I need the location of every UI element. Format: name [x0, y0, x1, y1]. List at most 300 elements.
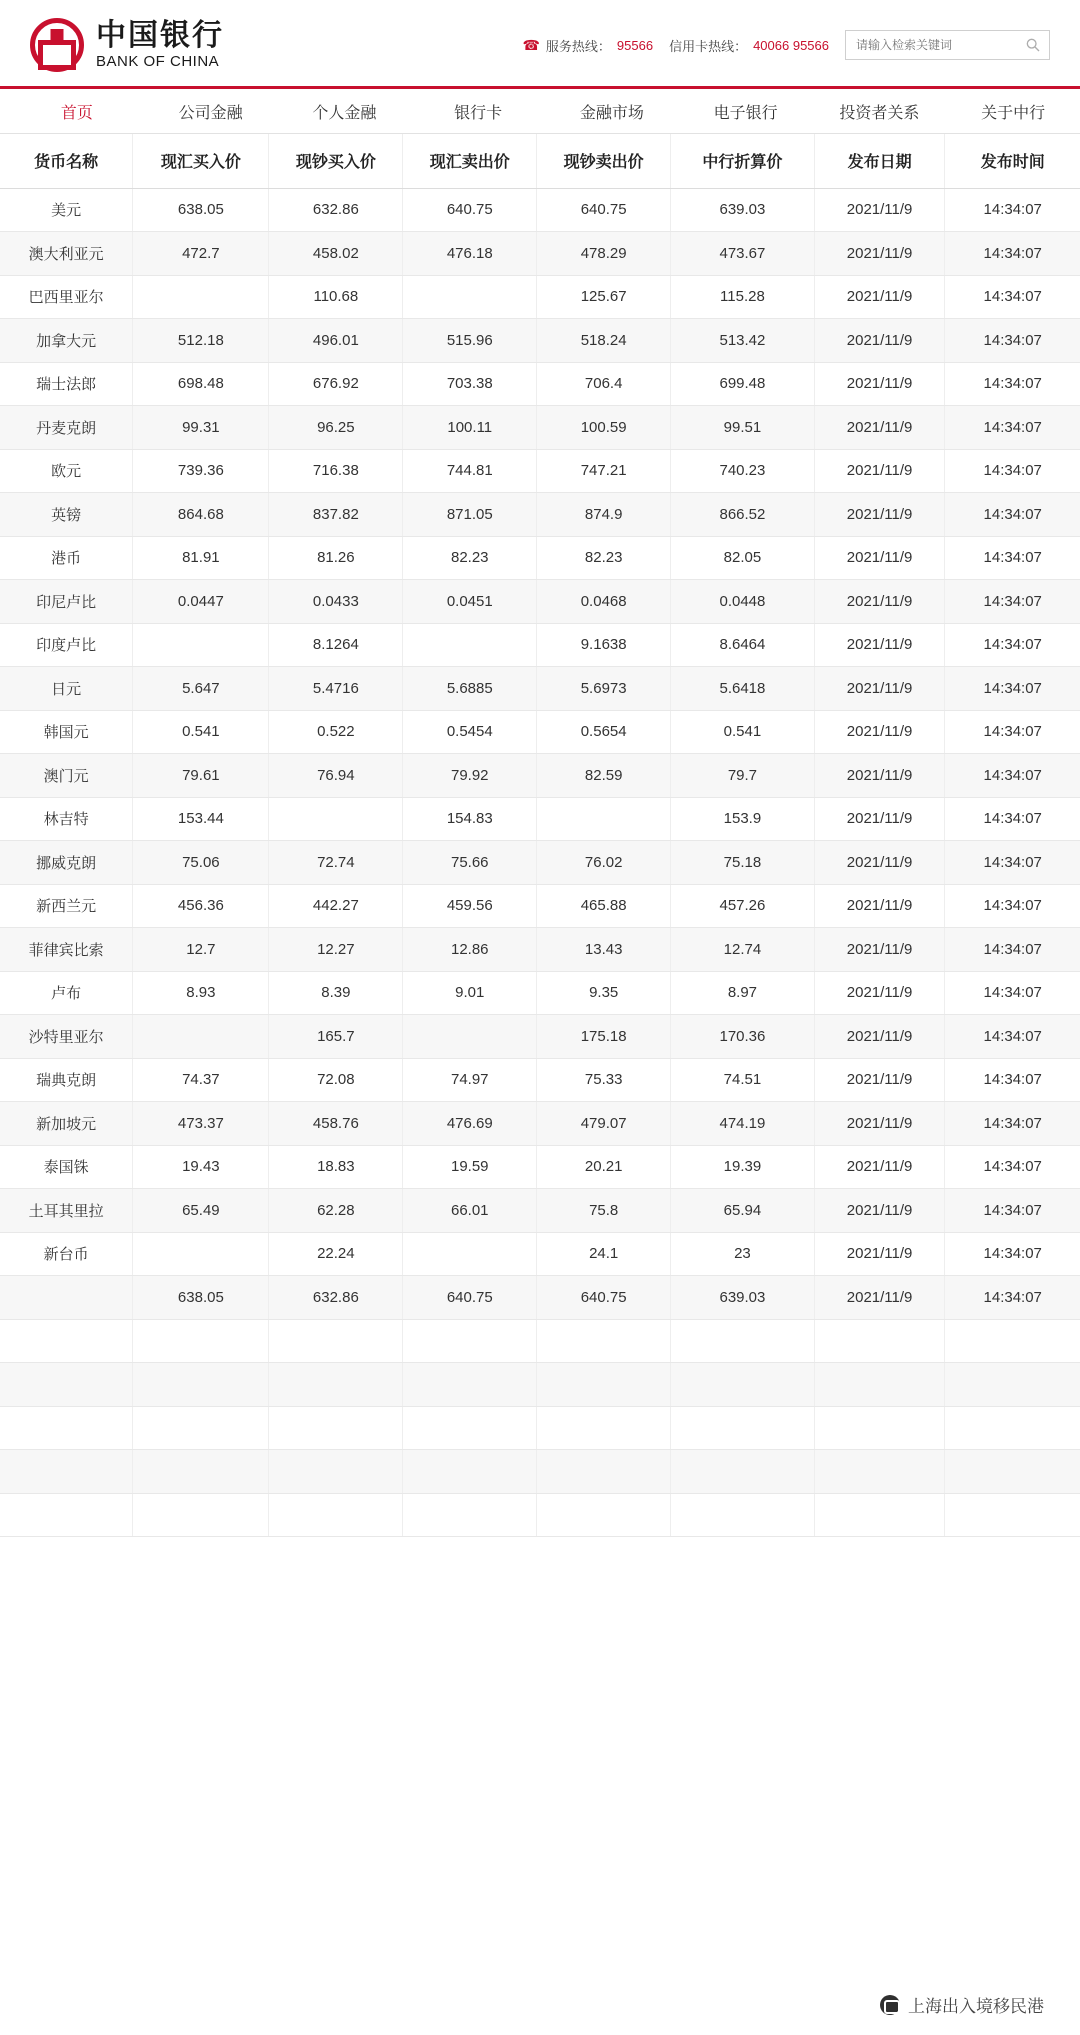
rate-cell: 14:34:07 — [945, 536, 1080, 580]
rate-cell: 513.42 — [671, 319, 815, 363]
rate-cell: 706.4 — [537, 362, 671, 406]
rate-cell: 76.02 — [537, 841, 671, 885]
rate-cell: 13.43 — [537, 928, 671, 972]
table-body — [0, 188, 1080, 1537]
phone-icon: ☎ — [522, 36, 540, 53]
currency-name-cell: 澳门元 — [0, 754, 133, 798]
nav-item-investor-relations[interactable]: 投资者关系 — [839, 104, 920, 122]
rate-cell: 2021/11/9 — [814, 1189, 945, 1233]
rate-cell: 14:34:07 — [945, 841, 1080, 885]
rate-cell: 2021/11/9 — [814, 928, 945, 972]
rate-cell: 165.7 — [269, 1015, 403, 1059]
wechat-account-icon — [880, 1995, 900, 2015]
currency-name-cell: 美元 — [0, 188, 133, 232]
rate-cell: 24.1 — [537, 1232, 671, 1276]
rate-cell: 79.61 — [133, 754, 269, 798]
currency-name-cell: 巴西里亚尔 — [0, 275, 133, 319]
rate-cell: 458.02 — [269, 232, 403, 276]
rate-cell: 5.647 — [133, 667, 269, 711]
watermark-text: 上海出入境移民港 — [908, 1997, 1044, 2016]
rate-cell: 14:34:07 — [945, 797, 1080, 841]
rate-cell: 81.91 — [133, 536, 269, 580]
rate-cell: 515.96 — [403, 319, 537, 363]
search-input[interactable] — [854, 37, 1025, 53]
search-box[interactable] — [845, 30, 1050, 60]
rate-cell: 0.0448 — [671, 580, 815, 624]
rate-cell — [537, 1319, 671, 1363]
currency-name-cell — [0, 1363, 133, 1407]
table-row — [0, 1189, 1080, 1233]
rate-cell: 99.51 — [671, 406, 815, 450]
rate-cell: 5.6973 — [537, 667, 671, 711]
rate-cell: 99.31 — [133, 406, 269, 450]
table-row — [0, 754, 1080, 798]
rate-cell: 79.7 — [671, 754, 815, 798]
rate-cell — [671, 1363, 815, 1407]
nav-item-corporate-banking[interactable]: 公司金融 — [178, 104, 243, 122]
rate-cell: 82.23 — [537, 536, 671, 580]
rate-cell: 0.0468 — [537, 580, 671, 624]
rate-cell: 14:34:07 — [945, 275, 1080, 319]
rate-cell: 474.19 — [671, 1102, 815, 1146]
currency-name-cell: 新西兰元 — [0, 884, 133, 928]
rate-cell: 747.21 — [537, 449, 671, 493]
rate-cell — [671, 1406, 815, 1450]
currency-name-cell: 加拿大元 — [0, 319, 133, 363]
rate-cell: 14:34:07 — [945, 1015, 1080, 1059]
logo-text — [96, 20, 224, 69]
rate-cell: 632.86 — [269, 188, 403, 232]
rate-cell: 153.44 — [133, 797, 269, 841]
rate-cell: 8.1264 — [269, 623, 403, 667]
table-row — [0, 188, 1080, 232]
rate-cell: 14:34:07 — [945, 232, 1080, 276]
table-head — [0, 134, 1080, 188]
rate-cell: 874.9 — [537, 493, 671, 537]
rate-cell: 640.75 — [537, 188, 671, 232]
rate-cell — [814, 1493, 945, 1537]
currency-name-cell: 菲律宾比索 — [0, 928, 133, 972]
rate-cell: 65.94 — [671, 1189, 815, 1233]
rate-cell: 632.86 — [269, 1276, 403, 1320]
table-row — [0, 1276, 1080, 1320]
rate-cell: 518.24 — [537, 319, 671, 363]
rate-cell — [945, 1450, 1080, 1494]
rate-cell — [403, 1232, 537, 1276]
rate-cell: 14:34:07 — [945, 884, 1080, 928]
table-row — [0, 1058, 1080, 1102]
logo-title-en: BANK OF CHINA — [96, 52, 220, 70]
rate-cell: 72.74 — [269, 841, 403, 885]
rate-cell — [403, 1450, 537, 1494]
rate-cell: 9.1638 — [537, 623, 671, 667]
rate-cell: 14:34:07 — [945, 1058, 1080, 1102]
rate-cell: 0.522 — [269, 710, 403, 754]
table-column-header: 发布日期 — [814, 134, 945, 188]
rate-cell: 12.27 — [269, 928, 403, 972]
rate-cell: 2021/11/9 — [814, 536, 945, 580]
rate-cell: 472.7 — [133, 232, 269, 276]
rate-cell: 8.6464 — [671, 623, 815, 667]
rate-cell: 19.59 — [403, 1145, 537, 1189]
rate-cell — [403, 1493, 537, 1537]
rate-cell: 640.75 — [537, 1276, 671, 1320]
table-row — [0, 449, 1080, 493]
rate-cell — [269, 1319, 403, 1363]
rate-cell: 698.48 — [133, 362, 269, 406]
rate-cell: 2021/11/9 — [814, 623, 945, 667]
rate-cell: 100.59 — [537, 406, 671, 450]
rate-cell — [133, 1319, 269, 1363]
currency-name-cell: 挪威克朗 — [0, 841, 133, 885]
table-row — [0, 1015, 1080, 1059]
rate-cell: 14:34:07 — [945, 1276, 1080, 1320]
currency-name-cell: 欧元 — [0, 449, 133, 493]
rate-cell: 2021/11/9 — [814, 1058, 945, 1102]
rate-cell: 14:34:07 — [945, 623, 1080, 667]
rate-cell: 14:34:07 — [945, 580, 1080, 624]
table-column-header: 货币名称 — [0, 134, 133, 188]
rate-cell: 14:34:07 — [945, 1102, 1080, 1146]
table-row — [0, 884, 1080, 928]
rate-cell — [403, 1319, 537, 1363]
currency-name-cell: 瑞典克朗 — [0, 1058, 133, 1102]
rate-cell: 79.92 — [403, 754, 537, 798]
rate-cell: 76.94 — [269, 754, 403, 798]
rate-cell — [133, 1232, 269, 1276]
rate-cell: 0.541 — [133, 710, 269, 754]
rate-cell: 153.9 — [671, 797, 815, 841]
rate-cell: 14:34:07 — [945, 188, 1080, 232]
currency-name-cell: 丹麦克朗 — [0, 406, 133, 450]
table-column-header: 中行折算价 — [671, 134, 815, 188]
rate-cell: 74.51 — [671, 1058, 815, 1102]
rate-cell: 14:34:07 — [945, 971, 1080, 1015]
rate-cell: 639.03 — [671, 1276, 815, 1320]
rate-cell — [269, 1493, 403, 1537]
nav-item-home[interactable]: 首页 — [60, 104, 93, 122]
rate-cell: 110.68 — [269, 275, 403, 319]
currency-name-cell: 土耳其里拉 — [0, 1189, 133, 1233]
table-row-empty — [0, 1363, 1080, 1407]
table-row — [0, 362, 1080, 406]
rate-cell: 638.05 — [133, 1276, 269, 1320]
rate-cell — [537, 1406, 671, 1450]
service-hotline-number: 95566 — [616, 37, 654, 53]
rate-cell: 75.18 — [671, 841, 815, 885]
rate-cell: 74.97 — [403, 1058, 537, 1102]
table-row — [0, 1145, 1080, 1189]
currency-name-cell — [0, 1450, 133, 1494]
rate-cell: 5.4716 — [269, 667, 403, 711]
currency-name-cell: 澳大利亚元 — [0, 232, 133, 276]
rate-cell: 640.75 — [403, 188, 537, 232]
header-right — [522, 30, 1050, 60]
main-nav — [0, 86, 1080, 134]
nav-item-personal-banking[interactable]: 个人金融 — [312, 104, 377, 122]
rate-cell: 837.82 — [269, 493, 403, 537]
rate-cell: 2021/11/9 — [814, 1145, 945, 1189]
rate-cell: 8.93 — [133, 971, 269, 1015]
rate-cell — [671, 1450, 815, 1494]
currency-name-cell: 卢布 — [0, 971, 133, 1015]
table-column-header: 发布时间 — [945, 134, 1080, 188]
table-row — [0, 1232, 1080, 1276]
rate-cell: 14:34:07 — [945, 928, 1080, 972]
rate-cell — [671, 1319, 815, 1363]
currency-name-cell — [0, 1493, 133, 1537]
rate-cell: 2021/11/9 — [814, 362, 945, 406]
table-row — [0, 1102, 1080, 1146]
nav-item-e-banking[interactable]: 电子银行 — [713, 104, 778, 122]
rate-cell: 465.88 — [537, 884, 671, 928]
rate-cell: 2021/11/9 — [814, 884, 945, 928]
currency-name-cell: 新加坡元 — [0, 1102, 133, 1146]
rate-cell — [945, 1406, 1080, 1450]
rate-cell: 2021/11/9 — [814, 797, 945, 841]
rate-cell: 125.67 — [537, 275, 671, 319]
rate-cell: 75.66 — [403, 841, 537, 885]
rate-cell: 14:34:07 — [945, 493, 1080, 537]
currency-name-cell: 印尼卢比 — [0, 580, 133, 624]
rate-cell: 2021/11/9 — [814, 275, 945, 319]
currency-name-cell — [0, 1406, 133, 1450]
nav-item-financial-market[interactable]: 金融市场 — [579, 104, 644, 122]
rate-cell: 170.36 — [671, 1015, 815, 1059]
table-row — [0, 928, 1080, 972]
rate-cell: 14:34:07 — [945, 449, 1080, 493]
exchange-rate-table — [0, 134, 1080, 1537]
table-row — [0, 797, 1080, 841]
rate-cell: 8.97 — [671, 971, 815, 1015]
boc-logo[interactable] — [30, 18, 224, 72]
currency-name-cell: 英镑 — [0, 493, 133, 537]
rate-cell: 2021/11/9 — [814, 710, 945, 754]
rate-cell — [133, 1015, 269, 1059]
rate-cell: 82.05 — [671, 536, 815, 580]
rate-cell: 18.83 — [269, 1145, 403, 1189]
rate-cell: 2021/11/9 — [814, 1102, 945, 1146]
currency-name-cell: 韩国元 — [0, 710, 133, 754]
rate-cell — [269, 1363, 403, 1407]
table-row — [0, 623, 1080, 667]
rate-cell: 2021/11/9 — [814, 1015, 945, 1059]
table-row-empty — [0, 1450, 1080, 1494]
rate-cell: 864.68 — [133, 493, 269, 537]
rate-cell: 72.08 — [269, 1058, 403, 1102]
rate-cell: 479.07 — [537, 1102, 671, 1146]
rate-cell: 12.74 — [671, 928, 815, 972]
table-column-header: 现汇买入价 — [133, 134, 269, 188]
table-row — [0, 319, 1080, 363]
rate-cell — [403, 1015, 537, 1059]
rate-cell: 14:34:07 — [945, 710, 1080, 754]
rate-cell: 2021/11/9 — [814, 841, 945, 885]
nav-item-bank-card[interactable]: 银行卡 — [454, 104, 503, 122]
watermark — [880, 1992, 1044, 2017]
rate-cell: 14:34:07 — [945, 319, 1080, 363]
currency-name-cell: 沙特里亚尔 — [0, 1015, 133, 1059]
rate-cell — [403, 1363, 537, 1407]
rate-cell — [269, 1406, 403, 1450]
table-column-header: 现钞买入价 — [269, 134, 403, 188]
rate-cell: 2021/11/9 — [814, 1232, 945, 1276]
rate-cell: 716.38 — [269, 449, 403, 493]
credit-hotline-label: 信用卡热线： — [669, 38, 748, 54]
rate-cell: 478.29 — [537, 232, 671, 276]
rate-cell: 75.06 — [133, 841, 269, 885]
table-row — [0, 406, 1080, 450]
rate-cell: 14:34:07 — [945, 362, 1080, 406]
rate-cell: 703.38 — [403, 362, 537, 406]
rate-cell — [269, 1450, 403, 1494]
rate-cell — [814, 1450, 945, 1494]
table-row — [0, 275, 1080, 319]
rate-cell — [403, 275, 537, 319]
rate-cell: 20.21 — [537, 1145, 671, 1189]
rate-cell: 5.6418 — [671, 667, 815, 711]
rate-cell: 676.92 — [269, 362, 403, 406]
rate-cell — [814, 1406, 945, 1450]
rate-cell: 457.26 — [671, 884, 815, 928]
rate-cell: 639.03 — [671, 188, 815, 232]
rate-cell: 2021/11/9 — [814, 1276, 945, 1320]
rate-cell: 476.18 — [403, 232, 537, 276]
table-row — [0, 841, 1080, 885]
rate-cell — [945, 1493, 1080, 1537]
rate-cell: 2021/11/9 — [814, 188, 945, 232]
rate-cell: 2021/11/9 — [814, 667, 945, 711]
table-row — [0, 580, 1080, 624]
rate-cell: 14:34:07 — [945, 1189, 1080, 1233]
rate-cell: 744.81 — [403, 449, 537, 493]
rate-cell — [537, 797, 671, 841]
rate-cell: 2021/11/9 — [814, 971, 945, 1015]
site-header — [0, 0, 1080, 86]
table-row — [0, 493, 1080, 537]
rate-cell: 14:34:07 — [945, 1145, 1080, 1189]
rate-cell: 22.24 — [269, 1232, 403, 1276]
table-row-empty — [0, 1319, 1080, 1363]
rate-cell — [133, 1493, 269, 1537]
table-header-row — [0, 134, 1080, 188]
service-hotline — [522, 36, 653, 55]
rate-cell: 0.0451 — [403, 580, 537, 624]
rate-cell: 96.25 — [269, 406, 403, 450]
rate-cell: 473.37 — [133, 1102, 269, 1146]
rate-cell: 476.69 — [403, 1102, 537, 1146]
rate-cell: 175.18 — [537, 1015, 671, 1059]
rate-cell: 66.01 — [403, 1189, 537, 1233]
rate-cell: 115.28 — [671, 275, 815, 319]
rate-cell: 82.59 — [537, 754, 671, 798]
rate-cell — [945, 1319, 1080, 1363]
rate-cell: 12.86 — [403, 928, 537, 972]
rate-cell: 2021/11/9 — [814, 232, 945, 276]
rate-cell: 0.0447 — [133, 580, 269, 624]
bank-of-china-logo-icon — [30, 18, 84, 72]
rate-cell: 740.23 — [671, 449, 815, 493]
rate-cell: 512.18 — [133, 319, 269, 363]
table-row — [0, 971, 1080, 1015]
rate-cell: 2021/11/9 — [814, 580, 945, 624]
table-row — [0, 667, 1080, 711]
currency-name-cell: 泰国铢 — [0, 1145, 133, 1189]
nav-item-about-boc[interactable]: 关于中行 — [981, 104, 1046, 122]
rate-cell: 871.05 — [403, 493, 537, 537]
rate-cell: 100.11 — [403, 406, 537, 450]
rate-cell: 74.37 — [133, 1058, 269, 1102]
rate-cell — [814, 1363, 945, 1407]
rate-cell: 14:34:07 — [945, 754, 1080, 798]
rate-cell: 699.48 — [671, 362, 815, 406]
table-row — [0, 536, 1080, 580]
rate-cell: 2021/11/9 — [814, 449, 945, 493]
currency-name-cell — [0, 1319, 133, 1363]
rate-cell: 19.39 — [671, 1145, 815, 1189]
table-row — [0, 232, 1080, 276]
rate-cell: 23 — [671, 1232, 815, 1276]
rate-cell: 2021/11/9 — [814, 754, 945, 798]
rate-cell: 62.28 — [269, 1189, 403, 1233]
rate-cell: 866.52 — [671, 493, 815, 537]
rate-cell — [269, 797, 403, 841]
rate-cell: 14:34:07 — [945, 667, 1080, 711]
rate-cell: 0.5454 — [403, 710, 537, 754]
rate-cell — [945, 1363, 1080, 1407]
rate-cell — [537, 1363, 671, 1407]
currency-name-cell — [0, 1276, 133, 1320]
rate-cell: 9.35 — [537, 971, 671, 1015]
rate-cell: 75.33 — [537, 1058, 671, 1102]
rate-cell: 12.7 — [133, 928, 269, 972]
rate-cell — [671, 1493, 815, 1537]
rate-cell — [133, 1363, 269, 1407]
rate-cell — [133, 623, 269, 667]
rate-cell: 442.27 — [269, 884, 403, 928]
rate-cell: 459.56 — [403, 884, 537, 928]
rate-cell — [814, 1319, 945, 1363]
rate-cell: 2021/11/9 — [814, 406, 945, 450]
rate-cell: 154.83 — [403, 797, 537, 841]
rate-cell: 638.05 — [133, 188, 269, 232]
rate-cell: 19.43 — [133, 1145, 269, 1189]
rate-cell: 75.8 — [537, 1189, 671, 1233]
logo-title-cn: 中国银行 — [96, 18, 224, 54]
rate-cell — [403, 1406, 537, 1450]
rate-cell: 5.6885 — [403, 667, 537, 711]
currency-name-cell: 日元 — [0, 667, 133, 711]
table-row-empty — [0, 1406, 1080, 1450]
rate-cell: 0.5654 — [537, 710, 671, 754]
rate-cell: 640.75 — [403, 1276, 537, 1320]
rate-cell: 81.26 — [269, 536, 403, 580]
currency-name-cell: 林吉特 — [0, 797, 133, 841]
table-row — [0, 710, 1080, 754]
table-column-header: 现汇卖出价 — [403, 134, 537, 188]
rate-cell: 473.67 — [671, 232, 815, 276]
rate-cell: 14:34:07 — [945, 1232, 1080, 1276]
table-row-empty — [0, 1493, 1080, 1537]
credit-hotline-number: 40066 95566 — [753, 37, 829, 53]
rate-cell: 458.76 — [269, 1102, 403, 1146]
rate-cell: 2021/11/9 — [814, 319, 945, 363]
currency-name-cell: 港币 — [0, 536, 133, 580]
rate-cell — [133, 1450, 269, 1494]
currency-name-cell: 印度卢比 — [0, 623, 133, 667]
rate-cell — [133, 1406, 269, 1450]
search-icon[interactable] — [1025, 37, 1041, 53]
